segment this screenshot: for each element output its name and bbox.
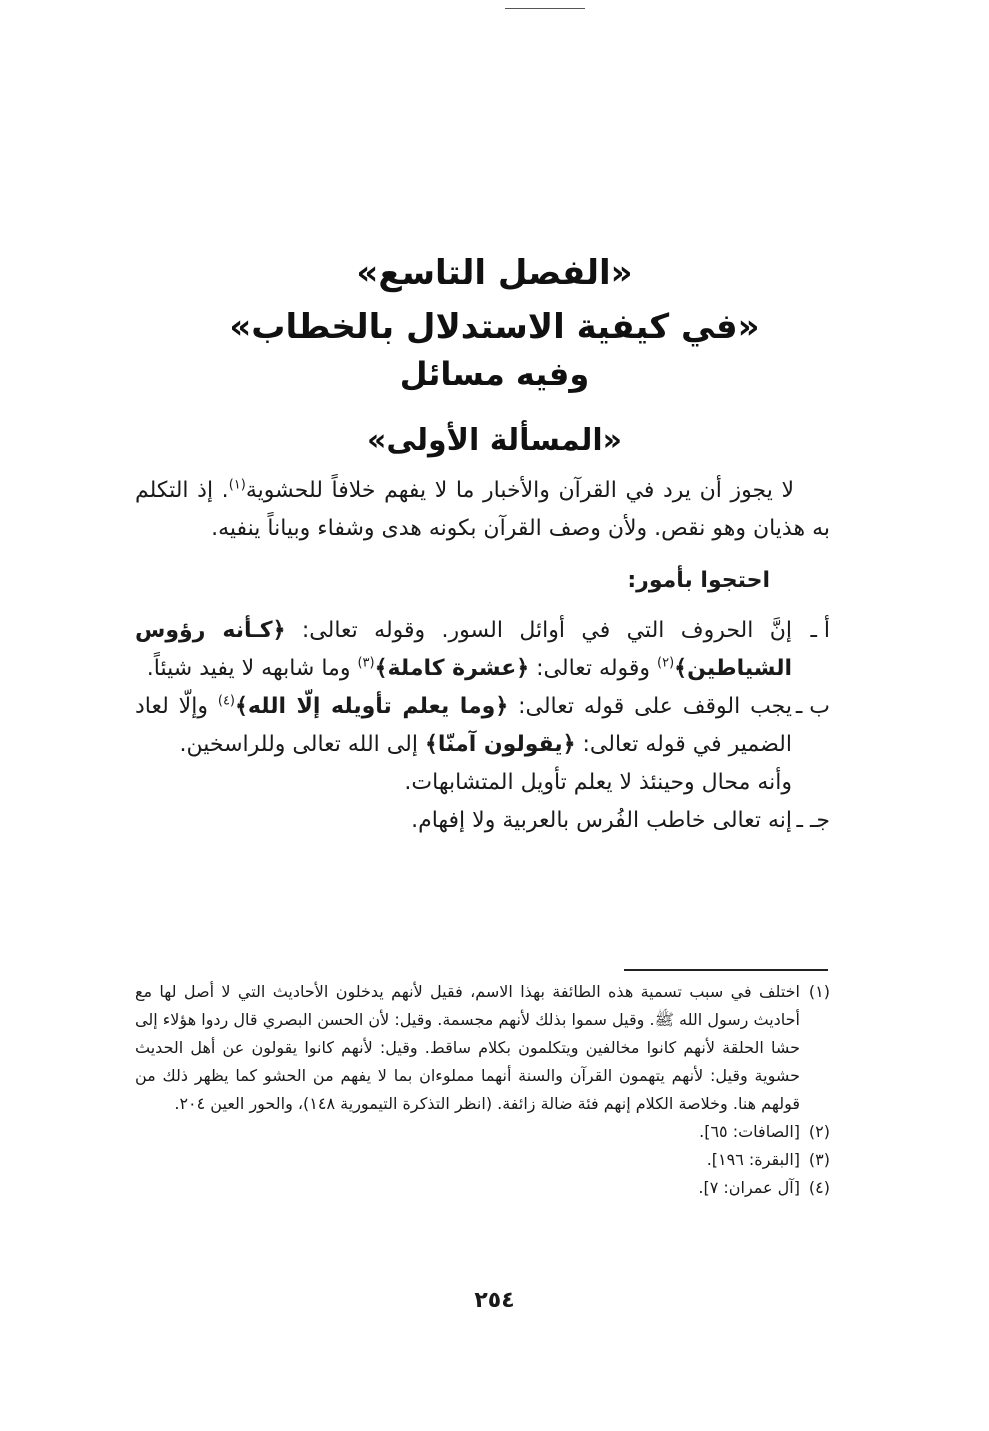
footnote-number: (٤): [808, 1178, 830, 1197]
issues-heading: وفيه مسائل: [399, 355, 590, 393]
item-text: إنه تعالى خاطب الفُرس بالعربية ولا إفهام.: [411, 808, 792, 833]
footnote-1: [135, 978, 830, 1118]
item-marker: ب ـ: [795, 694, 830, 719]
page-number: ٢٥٤: [474, 1288, 515, 1313]
footnote-number: (٢): [808, 1122, 830, 1141]
quran-quote: ﴿وما يعلم تأويله إلّا الله﴾: [235, 694, 509, 719]
item-text: وإلّا لعاد الضمير في قوله تعالى:: [135, 694, 792, 757]
footnote-separator: [624, 969, 828, 971]
footnote-4: [135, 1174, 830, 1202]
argument-item-b: [135, 688, 830, 802]
footnote-ref: (٤): [217, 693, 235, 709]
intro-paragraph: [135, 472, 830, 548]
footnote-number: (١): [808, 982, 830, 1001]
argument-item-c: [135, 802, 830, 840]
footnote-text: [الصافات: ٦٥].: [699, 1122, 800, 1141]
main-text: [135, 472, 830, 840]
item-text: إنَّ الحروف التي في أوائل السور. وقوله تعالى:: [301, 618, 793, 643]
quran-quote: ﴿عشرة كاملة﴾: [374, 656, 530, 681]
footnote-text: [البقرة: ١٩٦].: [706, 1150, 800, 1169]
footnote-text: [آل عمران: ٧].: [698, 1178, 800, 1197]
item-marker: جـ ـ: [796, 808, 830, 833]
item-text: يجب الوقف على قوله تعالى:: [518, 694, 793, 719]
item-text-continuation: وأنه محال وحينئذ لا يعلم تأويل المتشابهات.: [404, 770, 792, 795]
issue-one-heading: «المسألة الأولى»: [367, 423, 622, 458]
chapter-subject: «في كيفية الاستدلال بالخطاب»: [229, 307, 760, 347]
chapter-title: «الفصل التاسع»: [356, 253, 633, 293]
footnote-ref: (١): [228, 477, 246, 493]
footnote-3: [135, 1146, 830, 1174]
item-text: إلى الله تعالى وللراسخين.: [179, 732, 418, 757]
item-text: وما شابهه لا يفيد شيئاً.: [146, 656, 351, 681]
footnotes: [135, 978, 830, 1202]
item-text: وقوله تعالى:: [536, 656, 651, 681]
top-rule: [505, 8, 585, 9]
footnote-ref: (٢): [657, 655, 675, 671]
intro-text: لا يجوز أن يرد في القرآن والأخبار ما لا يفهم خلافاً للحشوية: [245, 478, 795, 503]
quran-quote: ﴿كـأنه رؤوس الشياطين﴾: [135, 618, 792, 681]
chapter-headings: [0, 250, 989, 462]
quran-quote: ﴿يقولون آمنّا﴾: [424, 732, 576, 757]
item-marker: أ ـ: [810, 618, 830, 643]
intro-text-after: . إذ التكلم به هذيان وهو نقص. ولأن وصف القرآن بكونه هدى وشفاء وبياناً ينفيه.: [135, 478, 830, 541]
footnote-number: (٣): [808, 1150, 830, 1169]
arguments-subheading: احتجوا بأمور:: [627, 568, 770, 593]
footnote-2: [135, 1118, 830, 1146]
argument-item-a: [135, 612, 830, 688]
footnote-text: اختلف في سبب تسمية هذه الطائفة بهذا الاسم، فقيل لأنهم يدخلون الأحاديث التي لا أصل لها مع أحاديث رسول الله ﷺ. وقيل سموا بذلك لأنهم مجسمة. وقيل: لأن الحسن البصري قال ردوا هؤلاء إلى حشا الحلقة لأنهم كانوا مخالفين ويتكلمون بكلام ساقط. وقيل: لأنهم كانوا يقولون عن أهل الحديث حشوية وقيل: لأنهم يتهمون القرآن والسنة أنهما مملوءان بما لا يفهم من الحشو كما يظهر ذلك من قولهم هنا. وخلاصة الكلام إنهم فئة ضالة زائفة. (انظر التذكرة التيمورية ١٤٨)، والحور العين ٢٠٤.: [135, 982, 800, 1113]
footnote-ref: (٣): [357, 655, 375, 671]
